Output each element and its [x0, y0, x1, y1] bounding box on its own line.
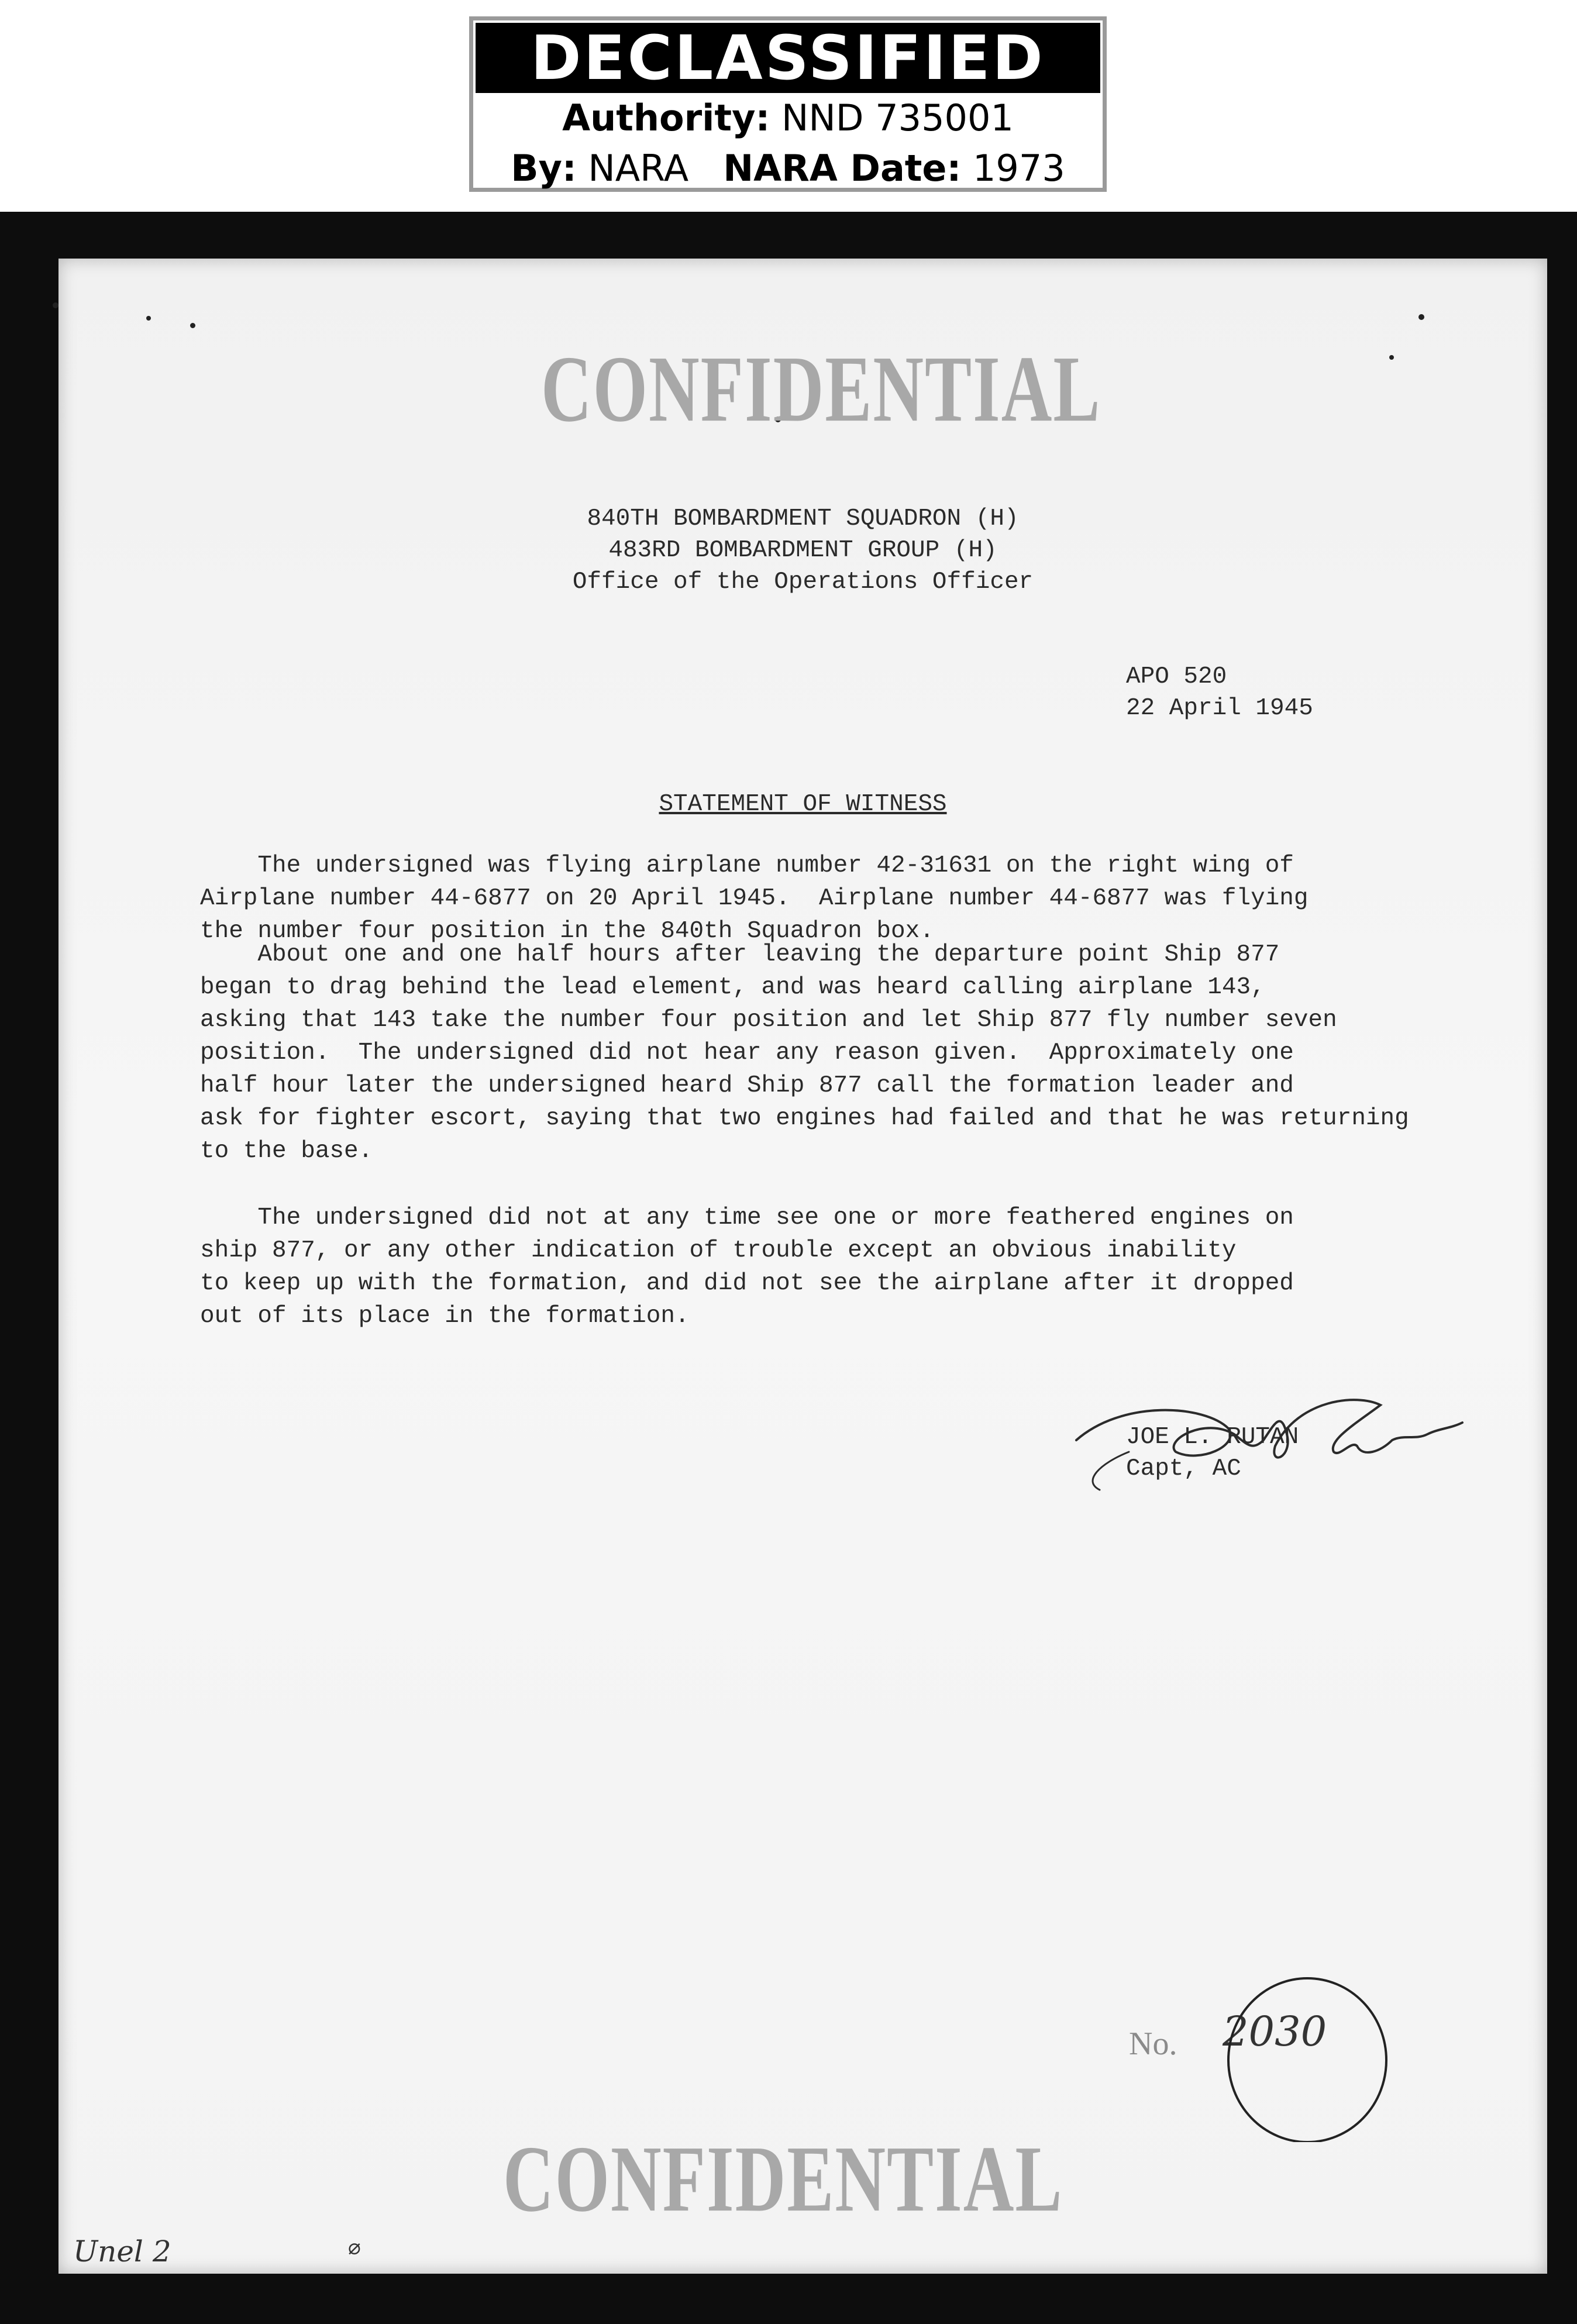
document-title: STATEMENT OF WITNESS [659, 791, 947, 818]
paper-speck [190, 323, 195, 328]
nara-date-value: 1973 [972, 147, 1065, 190]
confidential-stamp-bottom: CONFIDENTIAL [503, 2126, 1063, 2232]
text-line: to keep up with the formation, and did not see the airplane after it dropped [200, 1270, 1294, 1297]
text-line: The undersigned did not at any time see one or more feathered engines on [200, 1204, 1294, 1231]
paper-speck [1418, 314, 1424, 320]
text-line: Airplane number 44-6877 on 20 April 1945. Airplane number 44-6877 was flying [200, 885, 1309, 912]
signer-rank: Capt, AC [1126, 1455, 1241, 1482]
paragraph-3 [200, 1201, 1499, 1333]
nara-date-label: NARA Date: [723, 147, 962, 190]
apo-number: APO 520 [1126, 663, 1227, 690]
by-date-line [473, 143, 1103, 194]
unit-line-group: 483RD BOMBARDMENT GROUP (H) [608, 537, 997, 564]
unit-line-office: Office of the Operations Officer [572, 569, 1034, 595]
declassified-stamp [469, 16, 1107, 192]
number-label: No. [1129, 2026, 1177, 2062]
text-line: ship 877, or any other indication of trouble except an obvious inability [200, 1237, 1237, 1264]
signer-name: JOE L. RUTAN [1126, 1424, 1299, 1451]
paper-speck [146, 316, 151, 321]
handwritten-note: Unel 2 [73, 2235, 171, 2268]
text-line: to the base. [200, 1138, 373, 1165]
text-line: the number four position in the 840th Squadron box. [200, 918, 934, 945]
authority-label: Authority: [562, 97, 770, 139]
text-line: began to drag behind the lead element, and was heard calling airplane 143, [200, 974, 1265, 1001]
paper-speck [1389, 355, 1394, 360]
paragraph-1 [200, 849, 1499, 948]
handwritten-number: 2030 [1223, 2008, 1327, 2056]
document-paper [58, 259, 1547, 2274]
by-value: NARA [588, 147, 689, 190]
document-date: 22 April 1945 [1126, 695, 1313, 722]
confidential-stamp-top: CONFIDENTIAL [541, 336, 1101, 442]
text-line: About one and one half hours after leaving the departure point Ship 877 [200, 941, 1280, 968]
text-line: ask for fighter escort, saying that two engines had failed and that he was returning [200, 1105, 1409, 1132]
authority-line [473, 93, 1103, 143]
text-line: out of its place in the formation. [200, 1303, 690, 1330]
unit-line-squadron: 840TH BOMBARDMENT SQUADRON (H) [587, 505, 1019, 532]
text-line: position. The undersigned did not hear any reason given. Approximately one [200, 1039, 1294, 1066]
authority-value: NND 735001 [781, 97, 1014, 139]
by-label: By: [511, 147, 577, 190]
number-circle [1220, 1967, 1395, 2142]
text-line: asking that 143 take the number four position and let Ship 877 fly number seven [200, 1007, 1337, 1034]
declassified-banner: DECLASSIFIED [476, 23, 1100, 93]
handwritten-mark: ⌀ [348, 2238, 361, 2262]
text-line: half hour later the undersigned heard Ship 877 call the formation leader and [200, 1072, 1294, 1099]
scanned-page-frame [0, 212, 1577, 2324]
paragraph-2 [200, 938, 1499, 1168]
text-line: The undersigned was flying airplane number 42-31631 on the right wing of [200, 852, 1294, 879]
paper-speck [53, 302, 58, 308]
